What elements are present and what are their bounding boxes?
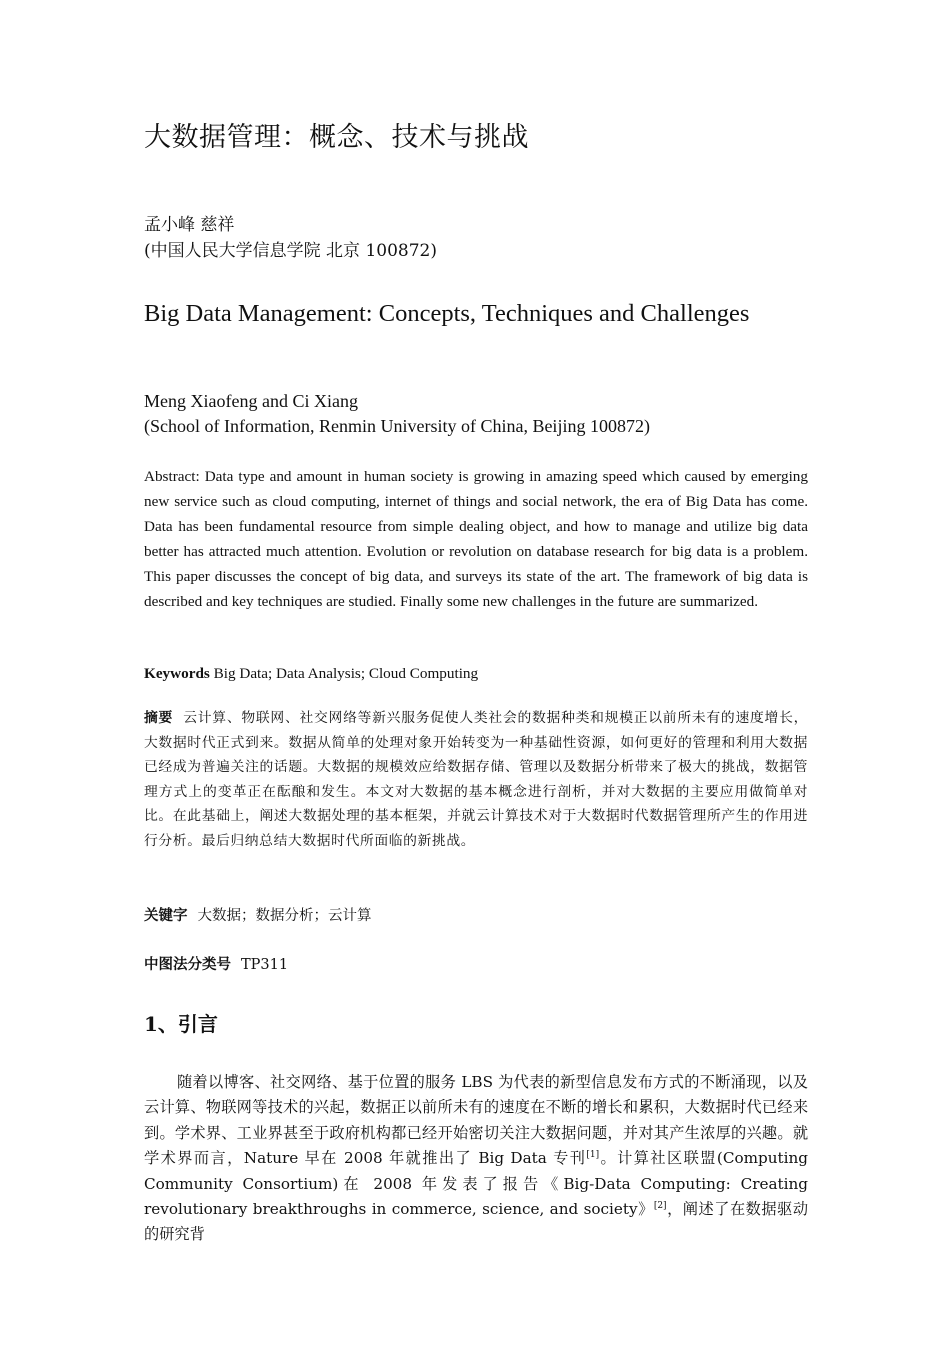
paper-title-en: Big Data Management: Concepts, Techniques and Challenges xyxy=(144,300,750,327)
intro-text-3: ，阐述了在数据驱动的研究背 xyxy=(144,1200,809,1244)
keywords-en xyxy=(144,661,808,686)
section-heading-introduction: 1、引言 xyxy=(144,1012,218,1036)
abstract-zh-text: 云计算、物联网、社交网络等新兴服务促使人类社会的数据种类和规模正以前所未有的速度增长，大数据时代正式到来。数据从简单的处理对象开始转变为一种基础性资源，如何更好的管理和利用大数据已经成为普遍关注的话题。大数据的规模效应给数据存储、管理以及数据分析带来了极大的挑战，数据管理方式上的变革正在酝酿和发生。本文对大数据的基本概念进行剖析，并对大数据的主要应用做简单对比。在此基础上，阐述大数据处理的基本框架，并就云计算技术对于大数据时代数据管理所产生的作用进行分析。最后归纳总结大数据时代所面临的新挑战。 xyxy=(144,710,808,849)
citation-ref-1: [1] xyxy=(586,1150,600,1161)
keywords-en-label: Keywords xyxy=(144,665,210,682)
affiliation-zh: (中国人民大学信息学院 北京 100872) xyxy=(144,241,437,261)
abstract-zh xyxy=(144,706,808,854)
abstract-en: Abstract: Data type and amount in human society is growing in amazing speed which caused by emerging new service such as cloud computing, internet of things and social network, the era of Big Data has come. Data has been fundamental resource from simple dealing object, and how to manage and utilize big data better has attracted much attention. Evolution or revolution on database research for big data is a problem. This paper discusses the concept of big data, and surveys its state of the art. The framework of big data is described and key techniques are studied. Finally some new challenges in the future are summarized. xyxy=(144,468,808,610)
classification-code: TP311 xyxy=(241,957,289,973)
authors-zh: 孟小峰 慈祥 xyxy=(144,215,235,235)
abstract-zh-label: 摘要 xyxy=(144,710,174,726)
classification-label: 中图法分类号 xyxy=(144,956,231,973)
keywords-zh-label: 关键字 xyxy=(144,907,188,924)
keywords-zh xyxy=(144,904,808,928)
keywords-zh-text: 大数据；数据分析；云计算 xyxy=(197,908,372,924)
introduction-paragraph xyxy=(144,1070,808,1248)
classification-number xyxy=(144,953,808,977)
citation-ref-2: [2] xyxy=(653,1200,667,1211)
paper-title-zh: 大数据管理：概念、技术与挑战 xyxy=(144,122,529,153)
intro-text-2: 。计算社区联盟(Computing Community Consortium)在 2008 年发表了报告《Big-Data Computing: Creating revolutionary breakthroughs in commerce, science, and society》 xyxy=(144,1149,808,1219)
affiliation-en: (School of Information, Renmin University of China, Beijing 100872) xyxy=(144,416,650,436)
keywords-en-text: Big Data; Data Analysis; Cloud Computing xyxy=(213,665,479,682)
authors-en: Meng Xiaofeng and Ci Xiang xyxy=(144,391,358,411)
intro-text-1: 随着以博客、社交网络、基于位置的服务 LBS 为代表的新型信息发布方式的不断涌现，以及云计算、物联网等技术的兴起，数据正以前所未有的速度在不断的增长和累积，大数据时代已经来到。学术界、工业界甚至于政府机构都已经开始密切关注大数据问题，并对其产生浓厚的兴趣。就学术界而言，Nature 早在 2008 年就推出了 Big Data 专刊 xyxy=(144,1073,808,1168)
